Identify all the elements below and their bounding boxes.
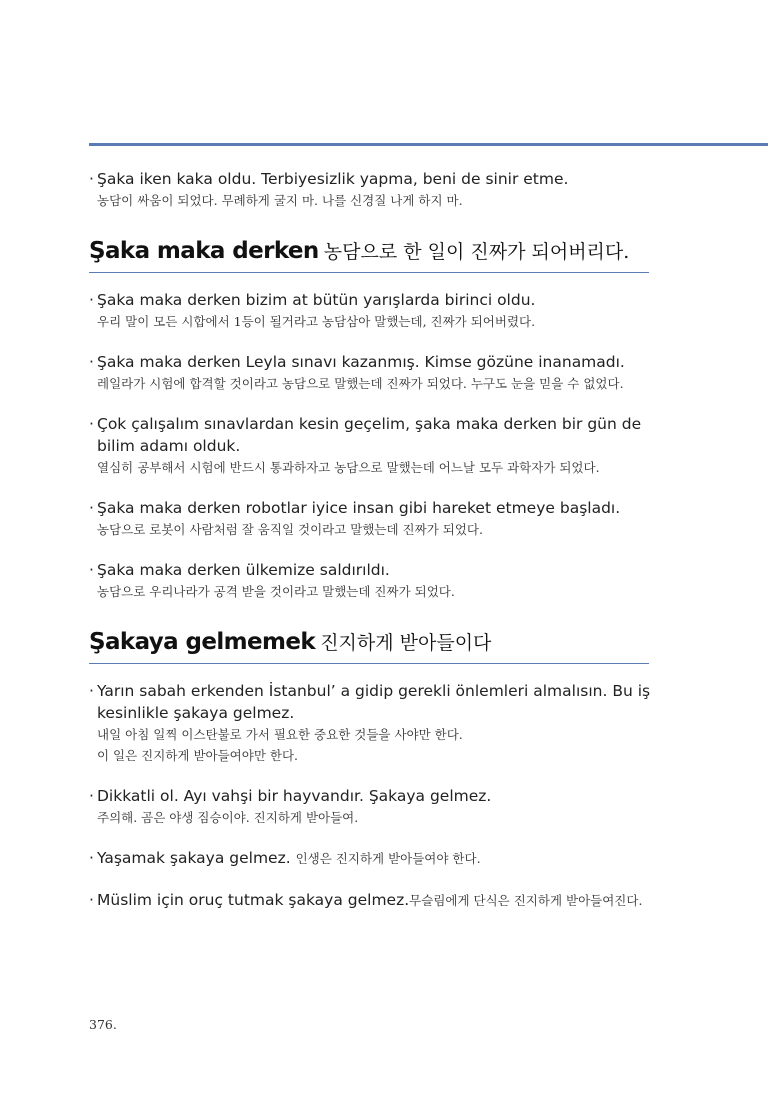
entry-turkish: Çok çalışalım sınavlardan kesin geçelim, şaka maka derken bir gün de bilim adamı olduk.	[97, 415, 642, 455]
list-item	[89, 785, 659, 828]
entry-korean: 레일라가 시험에 합격할 것이라고 농담으로 말했는데 진짜가 되었다. 누구도 눈을 믿을 수 없었다.	[97, 376, 624, 391]
entry-turkish: Şaka maka derken robotlar iyice insan gibi hareket etmeye başladı.	[97, 499, 621, 517]
section-heading-sakaya-gelmemek	[89, 628, 649, 664]
entry-korean: 농담으로 로봇이 사람처럼 잘 움직일 것이라고 말했는데 진짜가 되었다.	[97, 522, 483, 537]
page-number: 376.	[89, 1017, 117, 1032]
list-item	[89, 889, 659, 912]
bullet: ·	[89, 682, 94, 700]
bullet: ·	[89, 849, 94, 867]
entry-turkish: Müslim için oruç tutmak şakaya gelmez.	[97, 891, 410, 909]
list-item	[89, 559, 659, 602]
heading-korean: 진지하게 받아들이다	[320, 632, 492, 654]
entry-korean: 농담이 싸움이 되었다. 무례하게 굴지 마. 나를 신경질 나게 하지 마.	[97, 193, 463, 208]
heading-turkish: Şaka maka derken	[89, 238, 319, 264]
bullet: ·	[89, 291, 94, 309]
bullet: ·	[89, 787, 94, 805]
entry-korean: 열심히 공부해서 시험에 반드시 통과하자고 농담으로 말했는데 어느날 모두 과학자가 되었다.	[97, 460, 600, 475]
list-item	[89, 413, 659, 478]
entry-turkish: Yaşamak şakaya gelmez.	[97, 849, 291, 867]
entry-turkish: Yarın sabah erkenden İstanbul’ a gidip gerekli önlemleri almalısın. Bu iş kesinlikle şakaya gelmez.	[97, 682, 651, 722]
intro-entry	[89, 168, 659, 211]
list-item	[89, 497, 659, 540]
entry-turkish: Şaka maka derken Leyla sınavı kazanmış. Kimse gözüne inanamadı.	[97, 353, 625, 371]
entry-korean-inline: 인생은 진지하게 받아들여야 한다.	[295, 851, 481, 866]
entry-turkish: Şaka maka derken bizim at bütün yarışlarda birinci oldu.	[97, 291, 536, 309]
bullet: ·	[89, 561, 94, 579]
list-item	[89, 351, 659, 394]
section-heading-saka-maka-derken	[89, 237, 649, 273]
entry-turkish: Şaka maka derken ülkemize saldırıldı.	[97, 561, 390, 579]
entry-turkish: Şaka iken kaka oldu. Terbiyesizlik yapma, beni de sinir etme.	[97, 170, 569, 188]
entry-korean: 우리 말이 모든 시합에서 1등이 될거라고 농담삼아 말했는데, 진짜가 되어버렸다.	[97, 314, 536, 329]
entry-korean: 주의해. 곰은 야생 짐승이야. 진지하게 받아들여.	[97, 810, 359, 825]
list-item	[89, 289, 659, 332]
entry-turkish: Dikkatli ol. Ayı vahşi bir hayvandır. Şakaya gelmez.	[97, 787, 492, 805]
bullet: ·	[89, 353, 94, 371]
heading-turkish: Şakaya gelmemek	[89, 629, 316, 655]
bullet: ·	[89, 891, 94, 909]
bullet: ·	[89, 415, 94, 433]
entry-korean: 농담으로 우리나라가 공격 받을 것이라고 말했는데 진짜가 되었다.	[97, 584, 455, 599]
list-item	[89, 680, 659, 766]
entry-korean-inline: 무슬림에게 단식은 진지하게 받아들여진다.	[409, 893, 643, 908]
entry-korean-second: 이 일은 진지하게 받아들여야만 한다.	[97, 748, 298, 763]
bullet: ·	[89, 170, 94, 188]
bullet: ·	[89, 499, 94, 517]
list-item	[89, 847, 659, 870]
entry-korean: 내일 아침 일찍 이스탄불로 가서 필요한 중요한 것들을 사야만 한다.	[97, 727, 463, 742]
top-rule	[89, 143, 768, 146]
heading-korean: 농담으로 한 일이 진짜가 되어버리다.	[323, 241, 630, 263]
page-content	[89, 168, 659, 931]
